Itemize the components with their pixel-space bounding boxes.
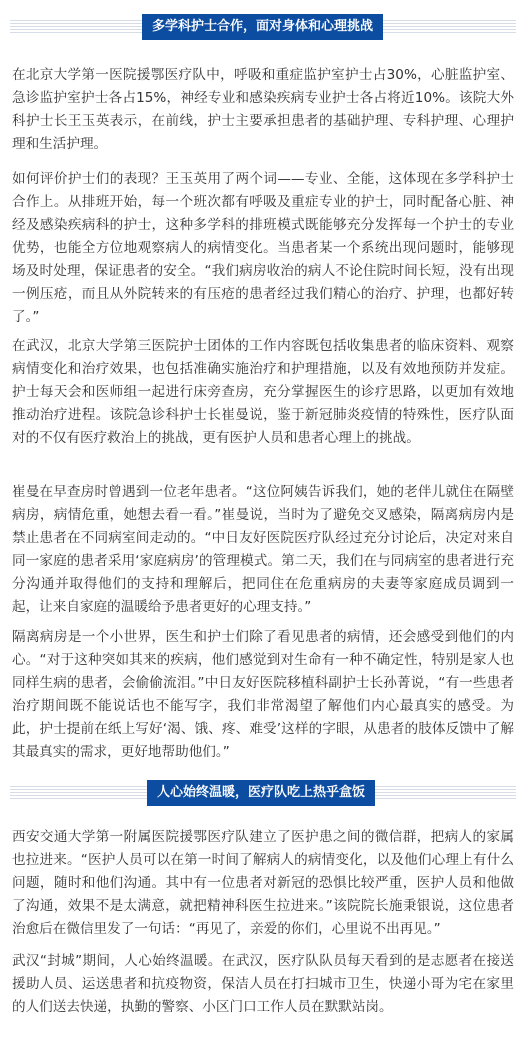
- paragraph-2: 如何评价护士们的表现？王玉英用了两个词——专业、全能，这体现在多学科护士合作上。从排班开始，每一个班次都有呼吸及重症专业的护士，同时配备心脏、神经及感染疾病科的护士，这种多学科的排班模式既能够充分发挥每一个护士的专业优势，也能全方位地观察病人的病情变化。当患者某一个系统出现问题时，能够现场及时处理，保证患者的安全。“我们病房收治的病人不论住院时间长短，没有出现一例压疮，而且从外院转来的有压疮的患者经过我们精心的治疗、护理，也都好转了。”: [12, 171, 514, 325]
- section-header-2: [0, 780, 526, 806]
- paragraph-4: 崔曼在早查房时曾遇到一位老年患者。“这位阿姨告诉我们，她的老伴儿就住在隔壁病房，病情危重，她想去看一看。”崔曼说，当时为了避免交叉感染，隔离病房内是禁止患者在不同病室间走动的。“中日友好医院医疗队经过充分讨论后，决定对来自同一家庭的患者采用‘家庭病房’的管理模式。第二天，我们在与同病室的患者进行充分沟通并取得他们的支持和理解后，把同住在危重病房的夫妻等家庭成员调到一起，让来自家庭的温暖给予患者更好的心理支持。”: [12, 484, 514, 615]
- paragraph-6: 西安交通大学第一附属医院援鄂医疗队建立了医护患之间的微信群，把病人的家属也拉进来。“医护人员可以在第一时间了解病人的病情变化，以及他们心理上有什么问题，随时和他们沟通。其中有一位患者对新冠的恐惧比较严重，医护人员和他做了沟通，效果不是太满意，就把精神科医生拉进来。”该院院长施秉银说，这位患者治愈后在微信里发了一句话：“再见了，亲爱的你们，心里说不出再见。”: [12, 829, 514, 937]
- section-title-2: 人心始终温暖，医疗队吃上热乎盒饭: [147, 780, 375, 806]
- paragraph-5: 隔离病房是一个小世界，医生和护士们除了看见患者的病情，还会感受到他们的内心。“对于这种突如其来的疾病，他们感觉到对生命有一种不确定性，特别是家人也同样生病的患者，会偷偷流泪。”中日友好医院移植科副护士长孙菁说，“有一些患者治疗期间既不能说话也不能写字，我们非常渴望了解他们内心最真实的感受。为此，护士提前在纸上写好‘渴、饿、疼、难受’这样的字眼，从患者的肢体反馈中了解其最真实的需求，更好地帮助他们。”: [12, 629, 514, 760]
- paragraph-1: 在北京大学第一医院援鄂医疗队中，呼吸和重症监护室护士占30%，心脏监护室、急诊监护室护士各占15%，神经专业和感染疾病专业护士各占将近10%。该院大外科护士长王玉英表示，在前线，护士主要承担患者的基础护理、专科护理、心理护理和生活护理。: [12, 67, 514, 152]
- section-header-1: [0, 14, 526, 40]
- paragraph-3: 在武汉，北京大学第三医院护士团体的工作内容既包括收集患者的临床资料、观察病情变化和治疗效果，也包括准确实施治疗和护理措施，以及有效地预防并发症。护士每天会和医师组一起进行床旁查房，充分掌握医生的诊疗思路，以更加有效地推动治疗进程。该院急诊科护士长崔曼说，鉴于新冠肺炎疫情的特殊性，医疗队面对的不仅有医疗救治上的挑战，更有医护人员和患者心理上的挑战。: [12, 338, 514, 446]
- paragraph-7: 武汉“封城”期间，人心始终温暖。在武汉，医疗队队员每天看到的是志愿者在接送援助人员、运送患者和抗疫物资，保洁人员在打扫城市卫生，快递小哥为宅在家里的人们送去快递，执勤的警察、小区门口工作人员在默默站岗。: [12, 953, 514, 1015]
- section-title-1: 多学科护士合作，面对身体和心理挑战: [142, 14, 383, 40]
